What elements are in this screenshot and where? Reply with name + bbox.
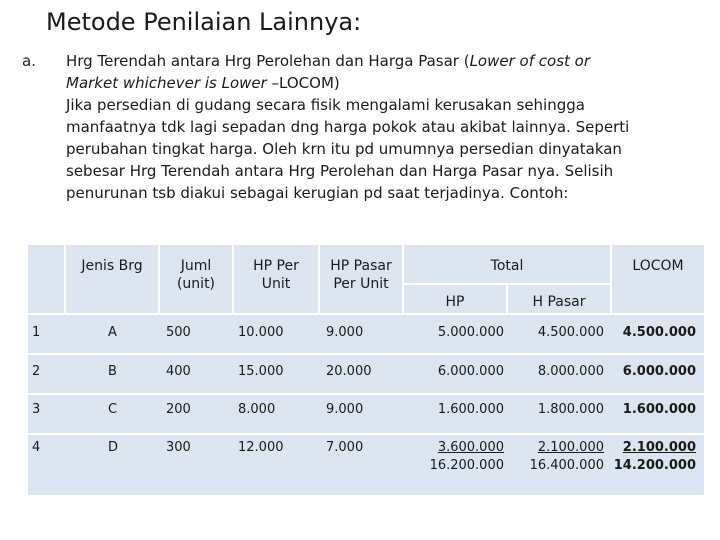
cell-total-hp: 6.000.000 <box>437 364 504 379</box>
body-paragraph <box>66 50 714 204</box>
cell-total-h-pasar: 8.000.000 <box>537 364 604 379</box>
header-total-hp: HP <box>445 294 465 310</box>
header-hp-pasar-line2: Per Unit <box>333 276 389 292</box>
cell-juml: 500 <box>166 325 191 340</box>
cell-jenis: C <box>108 402 118 417</box>
header-juml-line1: Juml <box>180 258 212 274</box>
paragraph-line-1-text: Hrg Terendah antara Hrg Perolehan dan Harga Pasar ( <box>66 52 470 70</box>
cell-jenis: D <box>108 440 119 455</box>
cell-juml: 400 <box>166 364 191 379</box>
cell-hp-pasar: 9.000 <box>326 402 364 417</box>
header-hp-pasar-per-unit <box>320 257 402 293</box>
cell-hp-pasar: 9.000 <box>326 325 364 340</box>
cell-total-hp: 3.600.000 <box>437 440 504 455</box>
header-subdivider <box>404 283 610 285</box>
cell-hp: 8.000 <box>238 402 276 417</box>
cell-juml: 300 <box>166 440 191 455</box>
header-total-h-pasar: H Pasar <box>532 294 586 310</box>
cell-locom: 2.100.000 <box>622 440 696 455</box>
cell-total-hp: 1.600.000 <box>437 402 504 417</box>
header-divider <box>610 245 612 313</box>
cell-no: 2 <box>32 364 41 379</box>
cell-jenis: A <box>108 325 117 340</box>
header-hp-per-line1: HP Per <box>253 258 299 274</box>
cell-total-h-pasar: 4.500.000 <box>537 325 604 340</box>
cell-hp: 12.000 <box>238 440 284 455</box>
cell-juml: 200 <box>166 402 191 417</box>
cell-no: 4 <box>32 440 41 455</box>
paragraph-line-6: sebesar Hrg Terendah antara Hrg Perolehan dan Harga Pasar nya. Selisih <box>66 162 614 180</box>
page-title: Metode Penilaian Lainnya: <box>46 8 362 36</box>
cell-locom: 6.000.000 <box>622 364 696 379</box>
paragraph-line-2-text: –LOCOM) <box>266 74 340 92</box>
cell-no: 1 <box>32 325 41 340</box>
paragraph-line-2-italic: Market whichever is Lower <box>66 74 267 92</box>
header-total: Total <box>490 258 524 274</box>
cell-jenis: B <box>108 364 117 379</box>
paragraph-line-7: penurunan tsb diakui sebagai kerugian pd saat terjadinya. Contoh: <box>66 184 569 202</box>
header-hp-pasar-line1: HP Pasar <box>330 258 392 274</box>
paragraph-line-3: Jika persedian di gudang secara fisik mengalami kerusakan sehingga <box>66 96 585 114</box>
cell-locom: 4.500.000 <box>622 325 696 340</box>
paragraph-line-5: perubahan tingkat harga. Oleh krn itu pd umumnya persedian dinyatakan <box>66 140 622 158</box>
paragraph-line-4: manfaatnya tdk lagi sepadan dng harga pokok atau akibat lainnya. Seperti <box>66 118 630 136</box>
header-jenis-brg: Jenis Brg <box>81 258 143 274</box>
locom-table <box>28 245 704 495</box>
header-hp-per-line2: Unit <box>261 276 291 292</box>
header-locom: LOCOM <box>632 258 684 274</box>
paragraph-line-1 <box>66 50 714 72</box>
cell-no: 3 <box>32 402 41 417</box>
total-hp-value: 16.200.000 <box>429 458 504 473</box>
header-divider <box>64 245 66 313</box>
header-juml-line2: (unit) <box>176 276 216 292</box>
header-hp-per-unit <box>234 257 318 293</box>
paragraph-line-1-italic: Lower of cost or <box>469 52 591 70</box>
cell-hp: 10.000 <box>238 325 284 340</box>
header-juml <box>160 257 232 293</box>
cell-total-hp: 5.000.000 <box>437 325 504 340</box>
cell-hp: 15.000 <box>238 364 284 379</box>
total-h-pasar-value: 16.400.000 <box>529 458 604 473</box>
cell-locom: 1.600.000 <box>622 402 696 417</box>
list-marker: a. <box>22 52 36 70</box>
cell-total-h-pasar: 1.800.000 <box>537 402 604 417</box>
cell-hp-pasar: 7.000 <box>326 440 364 455</box>
cell-hp-pasar: 20.000 <box>326 364 372 379</box>
cell-total-h-pasar: 2.100.000 <box>537 440 604 455</box>
total-locom-value: 14.200.000 <box>613 458 696 473</box>
paragraph-line-2 <box>66 72 714 94</box>
